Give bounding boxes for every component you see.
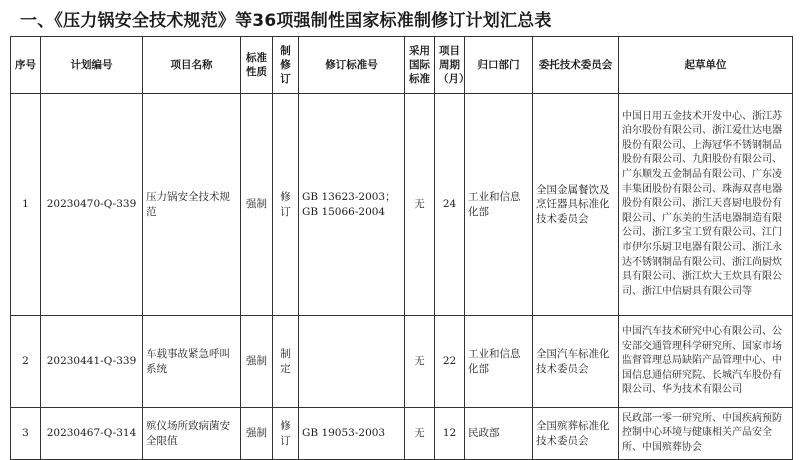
header-dept: 归口部门 bbox=[465, 37, 533, 94]
cell-type: 修订 bbox=[273, 94, 299, 316]
cell-name: 车载事故紧急呼叫系统 bbox=[143, 316, 241, 408]
header-seq: 序号 bbox=[11, 37, 41, 94]
cell-seq: 2 bbox=[11, 316, 41, 408]
cell-name: 压力锅安全技术规范 bbox=[143, 94, 241, 316]
cell-nature: 强制 bbox=[241, 316, 273, 408]
header-type: 制修订 bbox=[273, 37, 299, 94]
cell-seq: 3 bbox=[11, 408, 41, 460]
standards-table bbox=[10, 36, 793, 460]
header-cycle: 项目周期（月） bbox=[435, 37, 465, 94]
header-revised: 修订标准号 bbox=[299, 37, 405, 94]
cell-units: 中国汽车技术研究中心有限公司、公安部交通管理科学研究所、国家市场监督管理总局缺陷产品管理中心、中国信息通信研究院、长城汽车股份有限公司、华为技术有限公司 bbox=[619, 316, 793, 408]
cell-dept: 工业和信息化部 bbox=[465, 94, 533, 316]
cell-intl: 无 bbox=[405, 316, 435, 408]
header-units: 起草单位 bbox=[619, 37, 793, 94]
cell-nature: 强制 bbox=[241, 94, 273, 316]
table-row bbox=[11, 94, 793, 316]
cell-committee: 全国汽车标准化技术委员会 bbox=[533, 316, 619, 408]
cell-revised: GB 19053-2003 bbox=[299, 408, 405, 460]
cell-intl: 无 bbox=[405, 94, 435, 316]
page-title: 一、《压力锅安全技术规范》等36项强制性国家标准制修订计划汇总表 bbox=[20, 11, 552, 31]
cell-type: 修订 bbox=[273, 408, 299, 460]
cell-nature: 强制 bbox=[241, 408, 273, 460]
cell-plan-no: 20230467-Q-314 bbox=[41, 408, 143, 460]
cell-cycle: 24 bbox=[435, 94, 465, 316]
cell-intl: 无 bbox=[405, 408, 435, 460]
cell-plan-no: 20230441-Q-339 bbox=[41, 316, 143, 408]
cell-dept: 民政部 bbox=[465, 408, 533, 460]
header-row bbox=[11, 37, 793, 94]
cell-seq: 1 bbox=[11, 94, 41, 316]
table-row bbox=[11, 408, 793, 460]
cell-name: 殡仪场所致病菌安全限值 bbox=[143, 408, 241, 460]
cell-plan-no: 20230470-Q-339 bbox=[41, 94, 143, 316]
cell-cycle: 12 bbox=[435, 408, 465, 460]
header-nature: 标准性质 bbox=[241, 37, 273, 94]
cell-units: 中国日用五金技术开发中心、浙江苏泊尔股份有限公司、浙江爱仕达电器股份有限公司、上海冠华不锈钢制品股份有限公司、九阳股份有限公司、广东顺发五金制品有限公司、广东凌丰集团股份有限公司、珠海双喜电器股份有限公司、浙江天喜厨电股份有限公司、广东美的生活电器制造有限公司、浙江多宝工贸有限公司、江门市伊尔乐厨卫电器有限公司、浙江永达不锈钢制品有限公司、浙江尚厨炊具有限公司、浙江炊大王炊具有限公司、浙江中信厨具有限公司等 bbox=[619, 94, 793, 316]
cell-units: 民政部一零一研究所、中国疾病预防控制中心环境与健康相关产品安全所、中国殡葬协会 bbox=[619, 408, 793, 460]
cell-revised bbox=[299, 316, 405, 408]
header-committee: 委托技术委员会 bbox=[533, 37, 619, 94]
cell-type: 制定 bbox=[273, 316, 299, 408]
cell-committee: 全国殡葬标准化技术委员会 bbox=[533, 408, 619, 460]
cell-dept: 工业和信息化部 bbox=[465, 316, 533, 408]
header-name: 项目名称 bbox=[143, 37, 241, 94]
cell-cycle: 22 bbox=[435, 316, 465, 408]
header-plan-no: 计划编号 bbox=[41, 37, 143, 94]
cell-committee: 全国金属餐饮及烹饪器具标准化技术委员会 bbox=[533, 94, 619, 316]
cell-revised: GB 13623-2003；GB 15066-2004 bbox=[299, 94, 405, 316]
header-intl: 采用国际标准 bbox=[405, 37, 435, 94]
table-row bbox=[11, 316, 793, 408]
